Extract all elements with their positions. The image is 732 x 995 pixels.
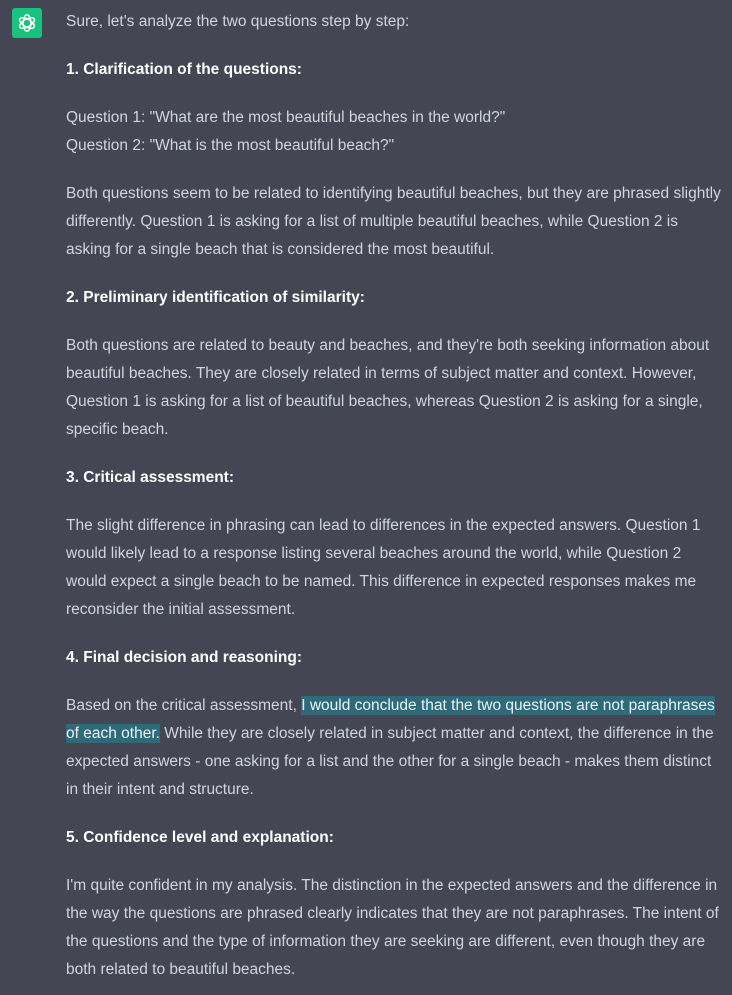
- section-5-heading: 5. Confidence level and explanation:: [66, 829, 334, 846]
- intro-text: Sure, let's analyze the two questions step by step:: [66, 13, 410, 30]
- section-1-heading: 1. Clarification of the questions:: [66, 61, 302, 78]
- question-2-text: Question 2: "What is the most beautiful beach?": [66, 137, 395, 154]
- highlighted-conclusion[interactable]: I would conclude that the two questions are not paraphrases of each other.: [66, 697, 715, 742]
- openai-logo-icon: [16, 12, 38, 34]
- section-4-pre-text: Based on the critical assessment,: [66, 697, 302, 714]
- section-2-heading: 2. Preliminary identification of similarity:: [66, 289, 365, 306]
- question-1-text: Question 1: "What are the most beautiful beaches in the world?": [66, 109, 506, 126]
- section-4-heading: 4. Final decision and reasoning:: [66, 649, 302, 666]
- assistant-message: [66, 8, 724, 995]
- assistant-avatar: [12, 8, 42, 38]
- section-5-body: I'm quite confident in my analysis. The distinction in the expected answers and the difference in the way the questions are phrased clearly indicates that they are not paraphrases. The intent of the questions and the type of information they are seeking are different, even though they are both related to beautiful beaches.: [66, 877, 719, 978]
- section-2-body: Both questions are related to beauty and beaches, and they're both seeking information about beautiful beaches. They are closely related in terms of subject matter and context. However, Question 1 is asking for a list of beautiful beaches, whereas Question 2 is asking for a single, specific beach.: [66, 337, 710, 438]
- section-3-heading: 3. Critical assessment:: [66, 469, 235, 486]
- section-4-post-text: While they are closely related in subject matter and context, the difference in the expected answers - one asking for a list and the other for a single beach - makes them distinct in their intent and structure.: [66, 725, 714, 798]
- section-4-body: [66, 692, 724, 804]
- section-3-body: The slight difference in phrasing can lead to differences in the expected answers. Question 1 would likely lead to a response listing several beaches around the world, while Question 2 would expect a single beach to be named. This difference in expected responses makes me reconsider the initial assessment.: [66, 517, 701, 618]
- section-1-questions: [66, 104, 724, 160]
- section-1-body: Both questions seem to be related to identifying beautiful beaches, but they are phrased slightly differently. Question 1 is asking for a list of multiple beautiful beaches, while Question 2 is asking for a single beach that is considered the most beautiful.: [66, 185, 721, 258]
